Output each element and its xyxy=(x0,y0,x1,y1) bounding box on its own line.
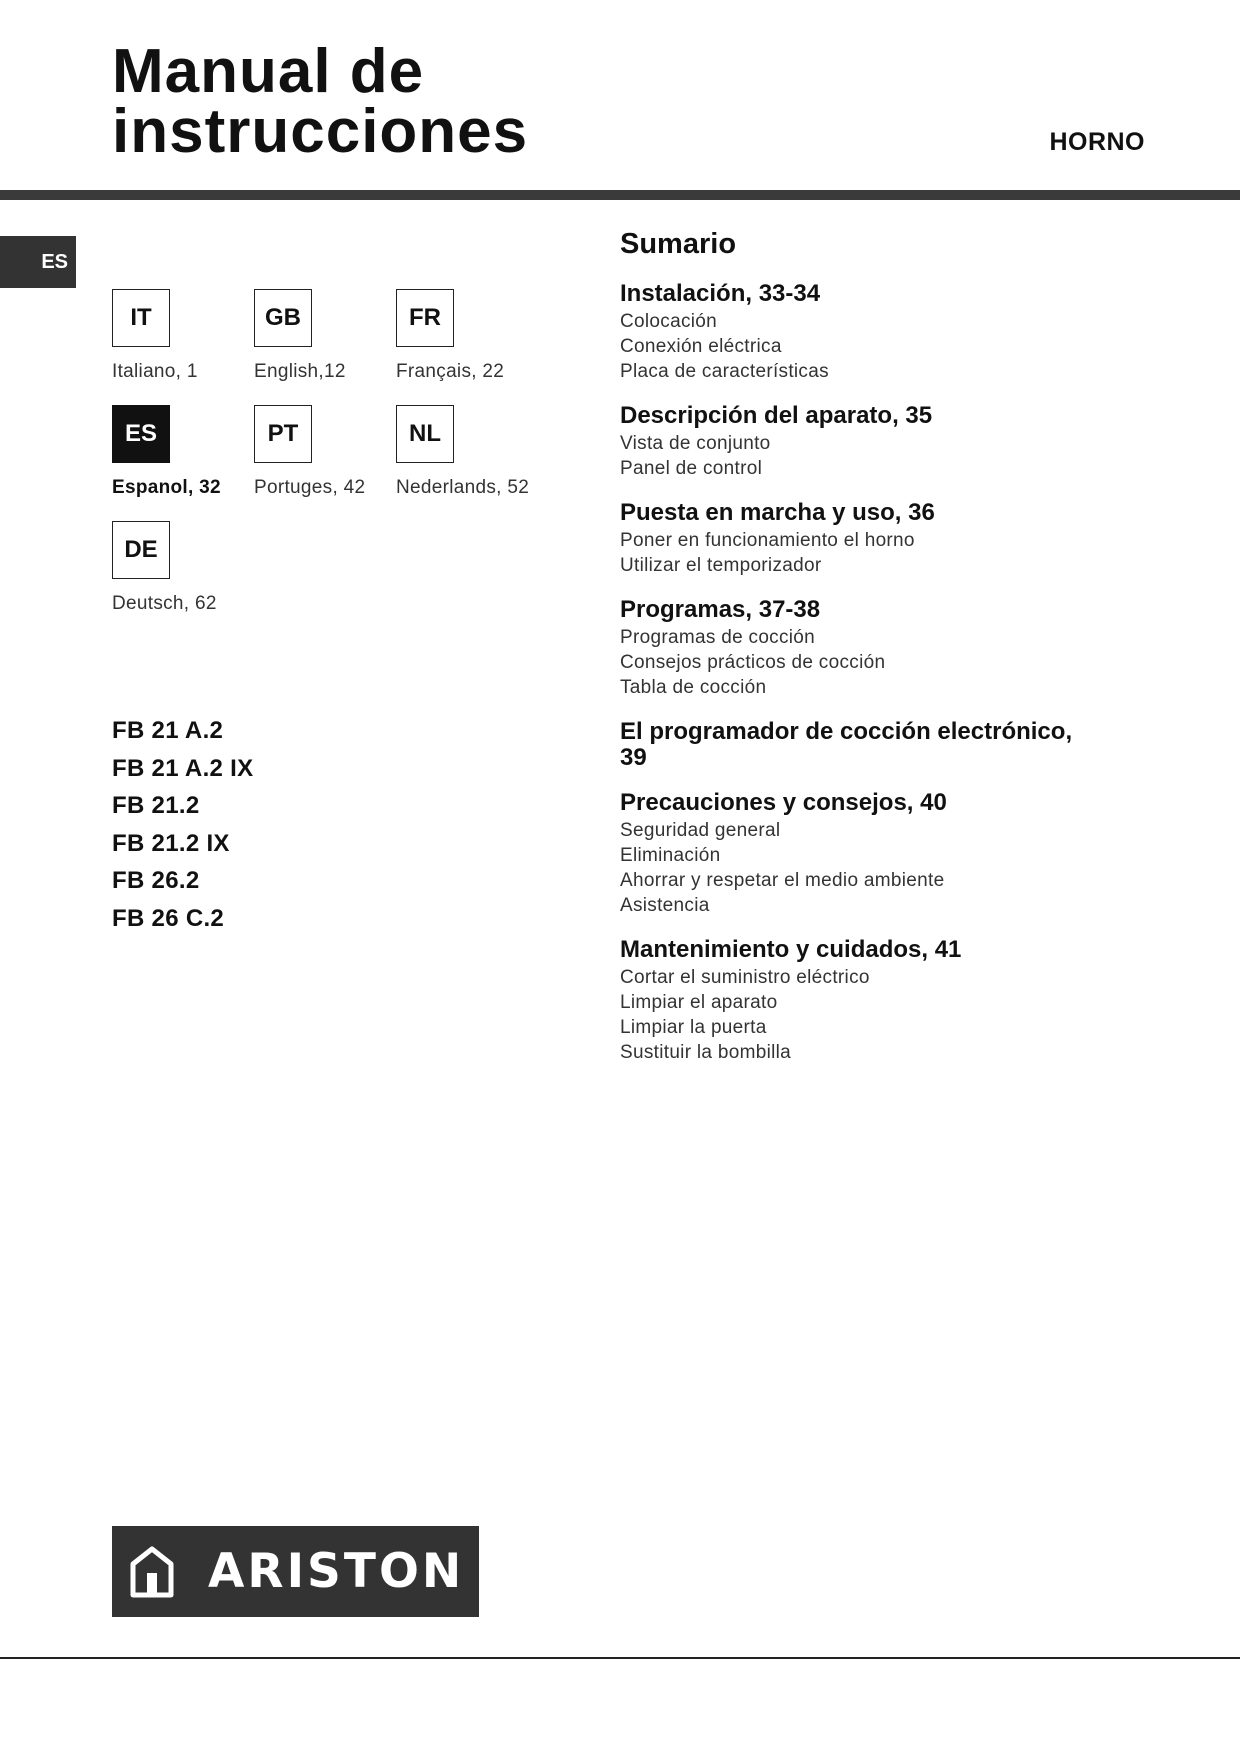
language-code-box: NL xyxy=(396,405,454,463)
toc-section-programas xyxy=(620,597,1160,700)
language-index xyxy=(112,289,538,615)
brand-name: ARISTON xyxy=(208,1544,465,1599)
brand-logo xyxy=(112,1526,479,1617)
language-code-box: IT xyxy=(112,289,170,347)
footer-divider xyxy=(0,1657,1240,1659)
toc-item[interactable]: Utilizar el temporizador xyxy=(620,555,822,576)
toc-heading[interactable]: Programas, 37-38 xyxy=(620,596,821,623)
toc-heading[interactable]: Mantenimiento y cuidados, 41 xyxy=(620,936,962,963)
model-item: FB 21 A.2 IX xyxy=(112,754,254,782)
model-item: FB 26.2 xyxy=(112,867,200,894)
language-label: Italiano, 1 xyxy=(112,361,198,382)
model-list xyxy=(112,712,253,937)
toc-item[interactable]: Poner en funcionamiento el horno xyxy=(620,530,915,551)
language-label: English,12 xyxy=(254,361,346,382)
title-line-1: Manual de xyxy=(112,37,425,106)
toc-item[interactable]: Tabla de cocción xyxy=(620,677,767,698)
toc-section-programador xyxy=(620,719,1160,771)
product-type: HORNO xyxy=(1049,128,1145,156)
toc-item[interactable]: Asistencia xyxy=(620,895,710,916)
header-divider xyxy=(0,190,1240,200)
model-item: FB 21 A.2 xyxy=(112,717,224,744)
table-of-contents xyxy=(620,228,1160,1084)
title-line-2: instrucciones xyxy=(112,97,529,166)
toc-heading[interactable]: Puesta en marcha y uso, 36 xyxy=(620,499,935,526)
toc-heading-line: 39 xyxy=(620,744,647,771)
toc-section-precauciones xyxy=(620,790,1160,918)
model-item: FB 21.2 IX xyxy=(112,829,230,857)
language-label: Français, 22 xyxy=(396,361,505,382)
toc-item[interactable]: Seguridad general xyxy=(620,820,781,841)
toc-heading[interactable] xyxy=(620,719,1160,771)
toc-item[interactable]: Limpiar el aparato xyxy=(620,992,778,1013)
language-es[interactable] xyxy=(112,405,254,499)
toc-section-mantenimiento xyxy=(620,937,1160,1065)
language-fr[interactable] xyxy=(396,289,538,383)
language-code-box: DE xyxy=(112,521,170,579)
language-pt[interactable] xyxy=(254,405,396,499)
toc-item[interactable]: Vista de conjunto xyxy=(620,433,771,454)
house-icon xyxy=(128,1545,176,1599)
toc-item[interactable]: Cortar el suministro eléctrico xyxy=(620,967,870,988)
language-de[interactable] xyxy=(112,521,254,615)
toc-item[interactable]: Consejos prácticos de cocción xyxy=(620,652,886,673)
toc-heading[interactable]: Instalación, 33-34 xyxy=(620,280,821,307)
toc-section-puesta-en-marcha xyxy=(620,500,1160,578)
language-code-box: PT xyxy=(254,405,312,463)
model-item: FB 21.2 xyxy=(112,792,200,819)
page-title xyxy=(112,37,529,166)
toc-heading-line: El programador de cocción electrónico, xyxy=(620,718,1073,745)
toc-item[interactable]: Eliminación xyxy=(620,845,721,866)
toc-section-descripcion xyxy=(620,403,1160,481)
language-it[interactable] xyxy=(112,289,254,383)
language-nl[interactable] xyxy=(396,405,538,499)
language-label: Nederlands, 52 xyxy=(396,477,530,498)
toc-item[interactable]: Panel de control xyxy=(620,458,763,479)
toc-item[interactable]: Colocación xyxy=(620,311,717,332)
language-code-box: GB xyxy=(254,289,312,347)
language-label: Deutsch, 62 xyxy=(112,593,217,614)
toc-item[interactable]: Programas de cocción xyxy=(620,627,816,648)
toc-title: Sumario xyxy=(620,228,737,260)
model-item: FB 26 C.2 xyxy=(112,904,225,932)
language-label: Espanol, 32 xyxy=(112,477,221,498)
toc-heading[interactable]: Precauciones y consejos, 40 xyxy=(620,789,947,816)
toc-item[interactable]: Sustituir la bombilla xyxy=(620,1042,792,1063)
toc-section-instalacion xyxy=(620,281,1160,384)
toc-item[interactable]: Limpiar la puerta xyxy=(620,1017,767,1038)
toc-item[interactable]: Placa de características xyxy=(620,361,829,382)
language-gb[interactable] xyxy=(254,289,396,383)
language-label: Portuges, 42 xyxy=(254,477,366,498)
current-language-tab: ES xyxy=(0,236,76,288)
toc-item[interactable]: Conexión eléctrica xyxy=(620,336,782,357)
language-code-box: FR xyxy=(396,289,454,347)
toc-item[interactable]: Ahorrar y respetar el medio ambiente xyxy=(620,870,945,891)
toc-heading[interactable]: Descripción del aparato, 35 xyxy=(620,402,933,429)
language-code-box: ES xyxy=(112,405,170,463)
